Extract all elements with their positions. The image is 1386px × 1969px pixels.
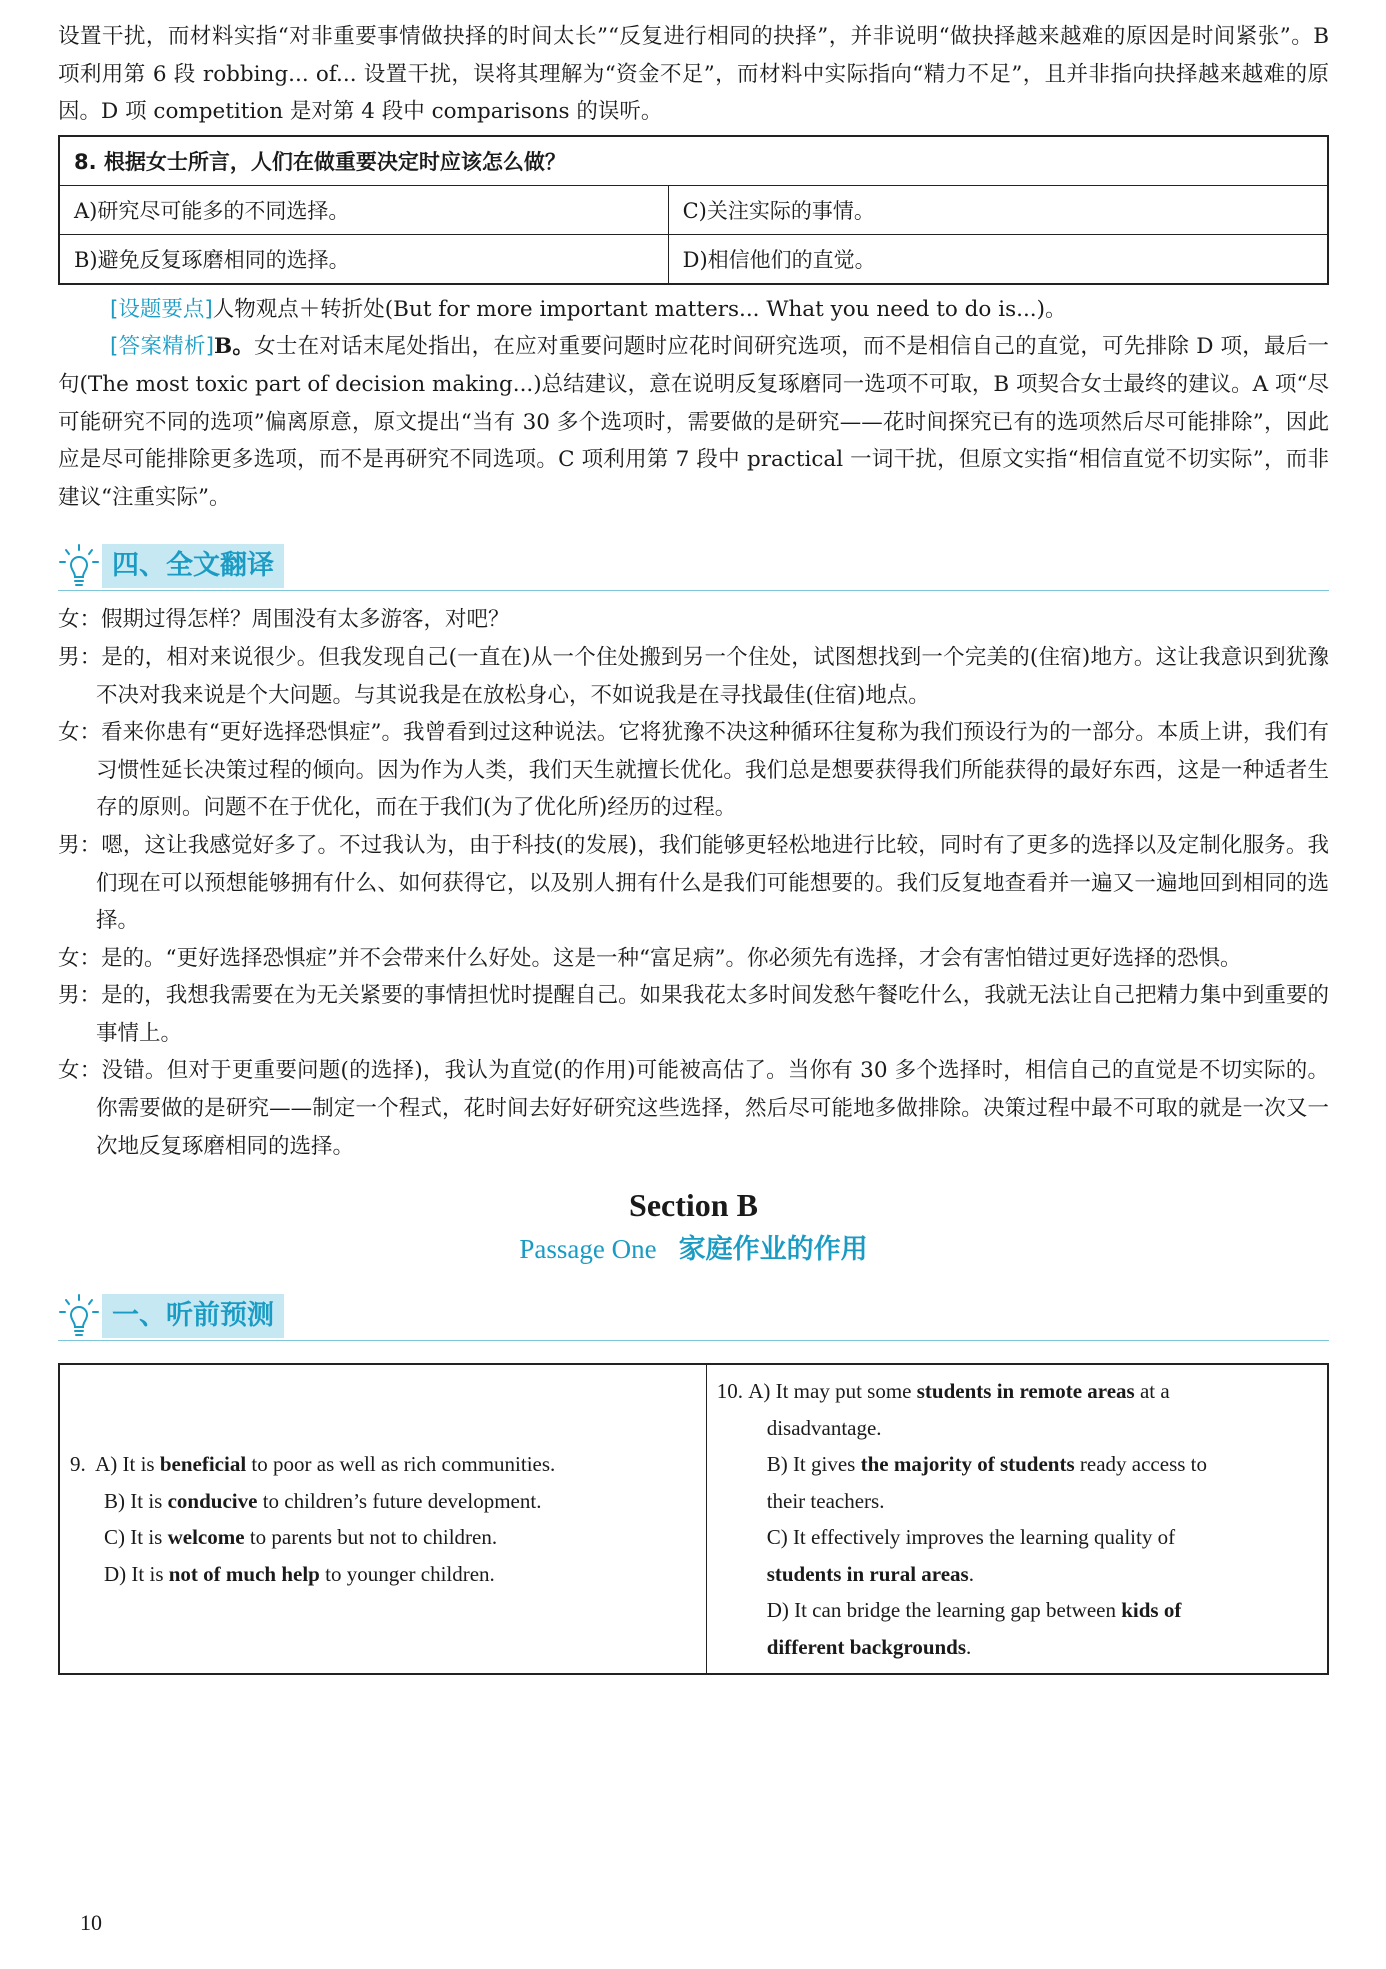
q9-d-key: not of much help <box>168 1561 320 1586</box>
answer-tag: [答案精析] <box>110 334 214 360</box>
section-b-title: Section B <box>629 1187 758 1224</box>
q10-d-rest: . <box>966 1634 972 1659</box>
q9-b-rest: to children’s future development. <box>257 1488 542 1513</box>
q9-option-b <box>70 1483 696 1520</box>
question-8-option-d: D)相信他们的直觉。 <box>668 234 1328 284</box>
passage-cn-title: 家庭作业的作用 <box>678 1234 868 1266</box>
q9-a-rest: to poor as well as rich communities. <box>246 1452 556 1477</box>
q10-a-lead: A) It may put some <box>748 1379 917 1404</box>
q10-option-b-cont: their teachers. <box>766 1488 885 1513</box>
q9-d-lead: D) It is <box>104 1561 169 1586</box>
question-10-cell <box>706 1364 1328 1674</box>
dialogue-line: 男：是的，我想我需要在为无关紧要的事情担忧时提醒自己。如果我花太多时间发愁午餐吃什么，我就无法让自己把精力集中到重要的事情上。 <box>58 983 1329 1046</box>
q10-a-key: students in remote areas <box>916 1379 1135 1404</box>
q9-a-lead: A) It is <box>95 1452 160 1477</box>
prediction-options-table <box>58 1363 1329 1675</box>
dialogue-line: 男：嗯，这让我感觉好多了。不过我认为，由于科技(的发展)，我们能够更轻松地进行比较，同时有了更多的选择以及定制化服务。我们现在可以预想能够拥有什么、如何获得它，以及别人拥有什么是我们可能想要的。我们反复地查看并一遍又一遍地回到相同的选择。 <box>58 832 1329 934</box>
point-tag: [设题要点] <box>110 296 213 322</box>
question-9-cell <box>59 1364 706 1674</box>
q9-c-rest: to parents but not to children. <box>244 1525 498 1550</box>
q9-c-key: welcome <box>167 1525 245 1550</box>
question-8-table <box>58 135 1329 285</box>
lightbulb-icon <box>58 1293 100 1339</box>
q10-b-lead: B) It gives <box>766 1452 861 1477</box>
q9-b-key: conducive <box>167 1488 258 1513</box>
question-8-title: 8. 根据女士所言，人们在做重要决定时应该怎么做？ <box>59 136 1328 186</box>
q10-d-lead: D) It can bridge the learning gap between <box>766 1598 1122 1623</box>
passage-title <box>58 1229 1329 1270</box>
q10-d-key: kids of <box>1121 1598 1182 1623</box>
top-paragraph: 设置干扰，而材料实指“对非重要事情做抉择的时间太长”“反复进行相同的抉择”，并非说明“做抉择越来越难的原因是时间紧张”。B 项利用第 6 段 robbing... of... 设置干扰，误将其理解为“资金不足”，而材料中实际指向“精力不足”，且并非指向抉择越来越难的原因。D 项 competition 是对第 4 段中 comparisons 的误听。 <box>58 24 1329 125</box>
q9-option-c <box>70 1519 696 1556</box>
q10-b-rest: ready access to <box>1074 1452 1208 1477</box>
q10-a-rest: at a <box>1134 1379 1170 1404</box>
answer-text: 女士在对话末尾处指出，在应对重要问题时应花时间研究选项，而不是相信自己的直觉，可先排除 D 项，最后一句(The most toxic part of decision making...)总结建议，意在说明反复琢磨同一选项不可取，B 项契合女士最终的建议。A 项“尽可能研究不同的选项”偏离原意，原文提出“当有 30 多个选项时，需要做的是研究——花时间探究已有的选项然后尽可能排除”，因此应是尽可能排除更多选项，而不是再研究不同选项。C 项利用第 7 段中 practical 一词干扰，但原文实指“相信直觉不切实际”，而非建议“注重实际”。 <box>58 334 1329 510</box>
point-text: 人物观点＋转折处(But for more important matters... What you need to do is...)。 <box>212 296 1067 322</box>
dialogue-line: 女：看来你患有“更好选择恐惧症”。我曾看到过这种说法。它将犹豫不决这种循环往复称为我们预设行为的一部分。本质上讲，我们有习惯性延长决策过程的倾向。因为作为人类，我们天生就擅长优化。我们总是想要获得我们所能获得的最好东西，这是一种适者生存的原则。问题不在于优化，而在于我们(为了优化所)经历的过程。 <box>58 720 1329 821</box>
section-4-heading <box>58 542 1329 591</box>
q9-option-a <box>70 1446 696 1483</box>
dialogue-line: 女：假期过得怎样？周围没有太多游客，对吧？ <box>58 607 510 633</box>
q9-b-lead: B) It is <box>104 1488 168 1513</box>
q10-option-b <box>717 1446 1317 1483</box>
section-1-label: 一、听前预测 <box>102 1294 284 1338</box>
q10-option-a-cont: disadvantage. <box>766 1415 882 1440</box>
q10-c-rest: . <box>968 1561 974 1586</box>
question-8-option-a: A)研究尽可能多的不同选择。 <box>59 185 668 234</box>
translation-dialogue <box>58 601 1329 1165</box>
q10-option-a <box>717 1373 1317 1410</box>
q9-option-d <box>70 1556 696 1593</box>
page-number: 10 <box>80 1910 102 1935</box>
dialogue-line: 女：是的。“更好选择恐惧症”并不会带来什么好处。这是一种“富足病”。你必须先有选择，才会有害怕错过更好选择的恐惧。 <box>58 945 1242 971</box>
section-1-heading <box>58 1292 1329 1341</box>
q10-d-key-cont: different backgrounds <box>766 1634 967 1659</box>
question-8-option-c: C)关注实际的事情。 <box>668 185 1328 234</box>
analysis-answer <box>58 328 1329 516</box>
q9-number: 9. <box>70 1452 86 1477</box>
q10-option-c-cont <box>717 1556 1317 1593</box>
q10-option-d <box>717 1592 1317 1629</box>
q9-a-key: beneficial <box>159 1452 247 1477</box>
q10-option-d-cont <box>717 1629 1317 1666</box>
passage-label: Passage One <box>519 1234 657 1265</box>
q10-number: 10. <box>716 1379 743 1404</box>
section-4-label: 四、全文翻译 <box>102 544 284 588</box>
analysis-point <box>58 291 1329 329</box>
answer-letter: B。 <box>214 334 255 360</box>
dialogue-line: 女：没错。但对于更重要问题(的选择)，我认为直觉(的作用)可能被高估了。当你有 30 多个选择时，相信自己的直觉是不切实际的。你需要做的是研究——制定一个程式，花时间去好好研究这些选择，然后尽可能地多做排除。决策过程中最不可取的就是一次又一次地反复琢磨相同的选择。 <box>58 1058 1329 1159</box>
q10-c-key: students in rural areas <box>766 1561 969 1586</box>
q10-b-key: the majority of students <box>860 1452 1075 1477</box>
q9-d-rest: to younger children. <box>319 1561 495 1586</box>
q10-option-c: C) It effectively improves the learning quality of <box>766 1525 1176 1550</box>
q9-c-lead: C) It is <box>104 1525 168 1550</box>
dialogue-line: 男：是的，相对来说很少。但我发现自己(一直在)从一个住处搬到另一个住处，试图想找到一个完美的(住宿)地方。这让我意识到犹豫不决对我来说是个大问题。与其说我是在放松身心，不如说我是在寻找最佳(住宿)地点。 <box>58 644 1329 708</box>
lightbulb-icon <box>58 543 100 589</box>
question-8-option-b: B)避免反复琢磨相同的选择。 <box>59 234 668 284</box>
